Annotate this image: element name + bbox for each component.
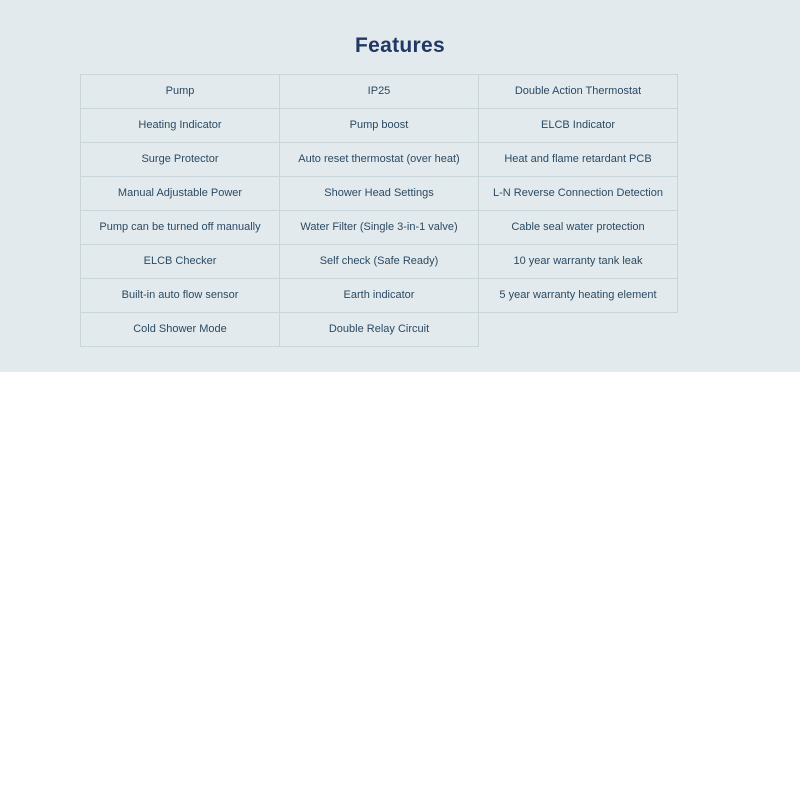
features-table-body xyxy=(81,75,678,347)
features-table-wrapper xyxy=(80,74,677,347)
features-section xyxy=(0,0,800,372)
table-cell: Double Action Thermostat xyxy=(479,75,678,109)
table-row xyxy=(81,313,678,347)
table-cell: Heating Indicator xyxy=(81,109,280,143)
table-cell: Earth indicator xyxy=(280,279,479,313)
table-cell: Self check (Safe Ready) xyxy=(280,245,479,279)
table-cell: Auto reset thermostat (over heat) xyxy=(280,143,479,177)
table-cell: 5 year warranty heating element xyxy=(479,279,678,313)
table-cell: Manual Adjustable Power xyxy=(81,177,280,211)
table-cell: Pump can be turned off manually xyxy=(81,211,280,245)
table-row xyxy=(81,75,678,109)
table-cell: Surge Protector xyxy=(81,143,280,177)
table-cell: L-N Reverse Connection Detection xyxy=(479,177,678,211)
table-cell: IP25 xyxy=(280,75,479,109)
table-row xyxy=(81,245,678,279)
table-cell: Double Relay Circuit xyxy=(280,313,479,347)
table-row xyxy=(81,177,678,211)
table-cell: Pump boost xyxy=(280,109,479,143)
table-row xyxy=(81,143,678,177)
table-cell: Cold Shower Mode xyxy=(81,313,280,347)
features-table xyxy=(80,74,678,347)
table-cell-empty xyxy=(479,313,678,347)
table-row xyxy=(81,211,678,245)
table-cell: Heat and flame retardant PCB xyxy=(479,143,678,177)
table-cell: Shower Head Settings xyxy=(280,177,479,211)
table-row xyxy=(81,109,678,143)
table-cell: ELCB Checker xyxy=(81,245,280,279)
table-cell: Cable seal water protection xyxy=(479,211,678,245)
table-cell: ELCB Indicator xyxy=(479,109,678,143)
table-row xyxy=(81,279,678,313)
page-title: Features xyxy=(355,34,445,57)
table-cell: Pump xyxy=(81,75,280,109)
table-cell: 10 year warranty tank leak xyxy=(479,245,678,279)
table-cell: Built-in auto flow sensor xyxy=(81,279,280,313)
table-cell: Water Filter (Single 3-in-1 valve) xyxy=(280,211,479,245)
